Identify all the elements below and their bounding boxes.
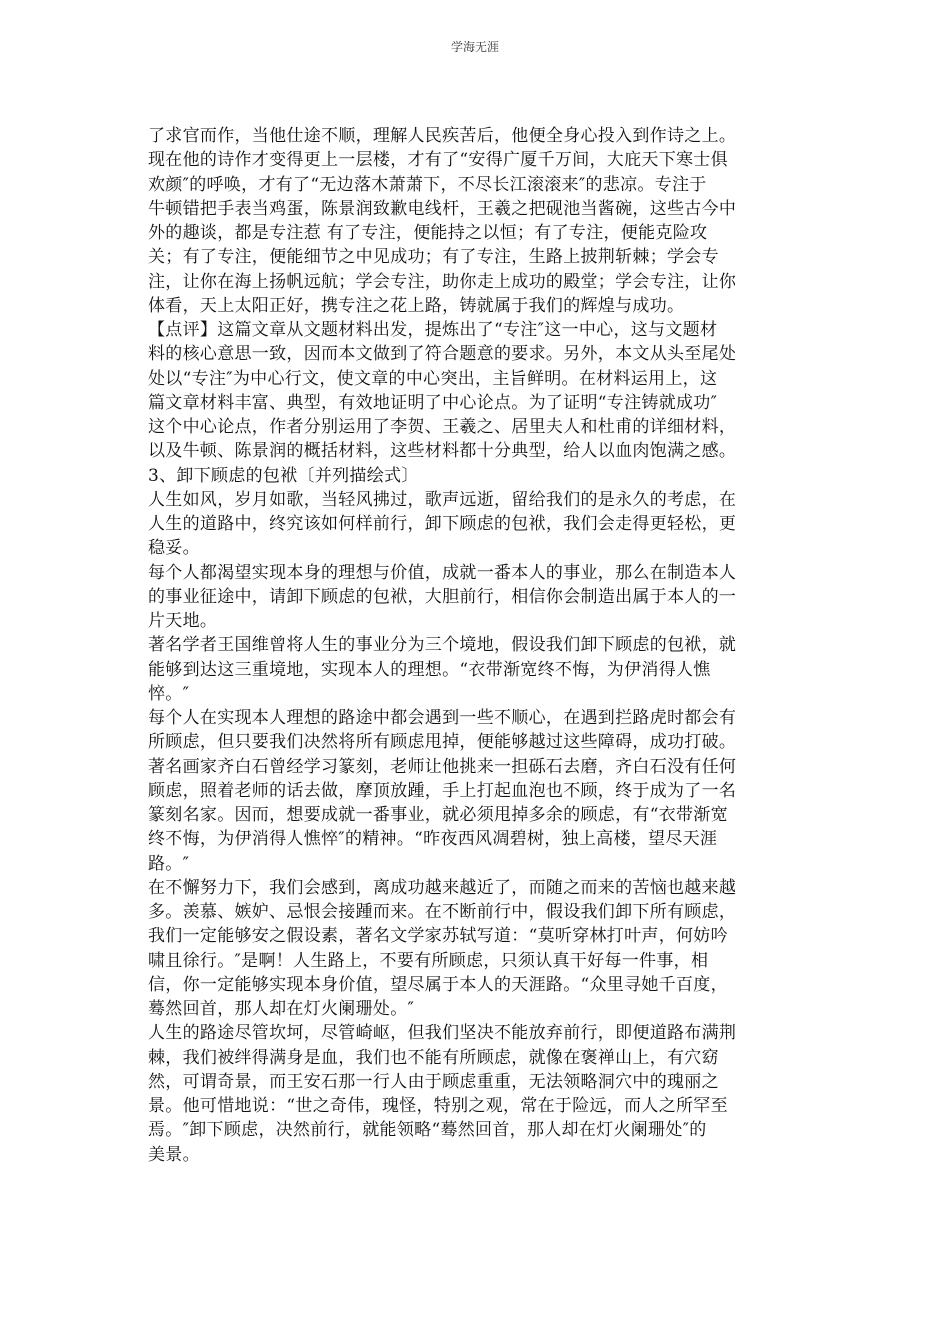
text-line: 的事业征途中，请卸下顾虑的包袱，大胆前行，相信你会制造出属于本人的一 bbox=[148, 586, 737, 607]
text-line: 关；有了专注，便能细节之中见成功；有了专注，生路上披荆斩棘；学会专 bbox=[148, 247, 719, 268]
text-line: 美景。 bbox=[148, 1144, 200, 1165]
text-line: 所顾虑，但只要我们决然将所有顾虑甩掉，便能够越过这些障碍，成功打破。 bbox=[148, 732, 737, 753]
text-line: 焉。″卸下顾虑，决然前行，就能领略“蓦然回首，那人却在灯火阑珊处″的 bbox=[148, 1120, 707, 1141]
text-line: 能够到达这三重境地，实现本人的理想。“衣带渐宽终不悔，为伊消得人憔 bbox=[148, 659, 711, 680]
text-line: 3、卸下顾虑的包袱〔并列描绘式〕 bbox=[148, 465, 419, 486]
text-line: 料的核心意思一致，因而本文做到了符合题意的要求。另外，本文从头至尾处 bbox=[148, 344, 737, 365]
text-line: 棘，我们被绊得满身是血，我们也不能有所顾虑，就像在褒禅山上，有穴窈 bbox=[148, 1047, 719, 1068]
text-line: 景。他可惜地说：“世之奇伟，瑰怪，特别之观，常在于险远，而人之所罕至 bbox=[148, 1096, 728, 1116]
text-line: 悴。″ bbox=[148, 683, 190, 704]
text-line: 篇文章材料丰富、典型，有效地证明了中心论点。为了证明“专注铸就成功″ bbox=[148, 392, 718, 413]
text-line: 每个人在实现本人理想的路途中都会遇到一些不顺心，在遇到拦路虎时都会有 bbox=[148, 708, 737, 728]
text-line: 著名画家齐白石曾经学习篆刻，老师让他挑来一担砾石去磨，齐白石没有任何 bbox=[148, 756, 737, 777]
text-line: 现在他的诗作才变得更上一层楼，才有了“安得广厦千万间，大庇天下寒士俱 bbox=[148, 150, 728, 171]
text-line: 每个人都渴望实现本身的理想与价值，成就一番本人的事业，那么在制造本人 bbox=[148, 562, 737, 583]
text-line: 蓦然回首，那人却在灯火阑珊处。″ bbox=[148, 999, 415, 1019]
text-line: 多。羡慕、嫉妒、忌恨会接踵而来。在不断前行中，假设我们卸下所有顾虑， bbox=[148, 902, 737, 922]
text-line: 著名学者王国维曾将人生的事业分为三个境地，假设我们卸下顾虑的包袱，就 bbox=[148, 635, 737, 656]
text-line: 以及牛顿、陈景润的概括材料，这些材料都十分典型，给人以血肉饱满之感。 bbox=[148, 441, 737, 462]
text-line: 终不悔，为伊消得人憔悴″的精神。“昨夜西风凋碧树，独上高楼，望尽天涯 bbox=[148, 829, 718, 850]
text-line: 信，你一定能够实现本身价值，望尽属于本人的天涯路。“众里寻她千百度， bbox=[148, 974, 728, 995]
text-line: 在不懈努力下，我们会感到，离成功越来越近了，而随之而来的苦恼也越来越 bbox=[148, 877, 737, 898]
text-line: 外的趣谈，都是专注惹 有了专注，便能持之以恒；有了专注，便能克险攻 bbox=[148, 223, 708, 243]
document-body bbox=[148, 124, 804, 1167]
text-line: 牛顿错把手表当鸡蛋，陈景润致歉电线杆，王羲之把砚池当酱碗，这些古今中 bbox=[148, 198, 737, 219]
text-line: 片天地。 bbox=[148, 611, 218, 631]
text-line: 然，可谓奇景，而王安石那一行人由于顾虑重重，无法领略洞穴中的瑰丽之 bbox=[148, 1071, 719, 1092]
text-line: 篆刻名家。因而，想要成就一番事业，就必须甩掉多余的顾虑，有“衣带渐宽 bbox=[148, 805, 728, 825]
text-line: 人生如风，岁月如歌，当轻风拂过，歌声远逝，留给我们的是永久的考虑，在 bbox=[148, 489, 737, 510]
text-line: 人生的路途尽管坎坷，尽管崎岖，但我们坚决不能放弃前行，即便道路布满荆 bbox=[148, 1023, 737, 1044]
text-line: 了求官而作，当他仕途不顺，理解人民疾苦后，他便全身心投入到作诗之上。 bbox=[148, 126, 737, 146]
page-header: 学海无涯 bbox=[450, 40, 499, 54]
text-line: 人生的道路中，终究该如何样前行，卸下顾虑的包袱，我们会走得更轻松，更 bbox=[148, 514, 737, 534]
text-line: 【点评】这篇文章从文题材料出发，提炼出了“专注″这一中心，这与文题材 bbox=[148, 320, 718, 340]
text-line: 欢颜″的呼唤，才有了“无边落木萧萧下，不尽长江滚滚来″的悲凉。专注于 bbox=[148, 174, 707, 195]
text-line: 这个中心论点，作者分别运用了李贺、王羲之、居里夫人和杜甫的详细材料， bbox=[148, 417, 737, 437]
text-line: 路。″ bbox=[148, 853, 190, 874]
text-line: 体看，天上太阳正好，携专注之花上路，铸就属于我们的辉煌与成功。 bbox=[148, 295, 685, 316]
text-line: 稳妥。 bbox=[148, 538, 200, 559]
text-line: 顾虑，照着老师的话去做，摩顶放踵，手上打起血泡也不顾，终于成为了一名 bbox=[148, 780, 737, 801]
text-line: 注，让你在海上扬帆远航；学会专注，助你走上成功的殿堂；学会专注，让你 bbox=[148, 271, 737, 292]
text-line: 我们一定能够安之假设素，著名文学家苏轼写道：“莫听穿林打叶声，何妨吟 bbox=[148, 926, 728, 947]
text-line: 啸且徐行。″是啊！人生路上，不要有所顾虑，只须认真干好每一件事，相 bbox=[148, 950, 709, 971]
text-line: 处以“专注″为中心行文，使文章的中心突出，主旨鲜明。在材料运用上，这 bbox=[148, 368, 718, 389]
